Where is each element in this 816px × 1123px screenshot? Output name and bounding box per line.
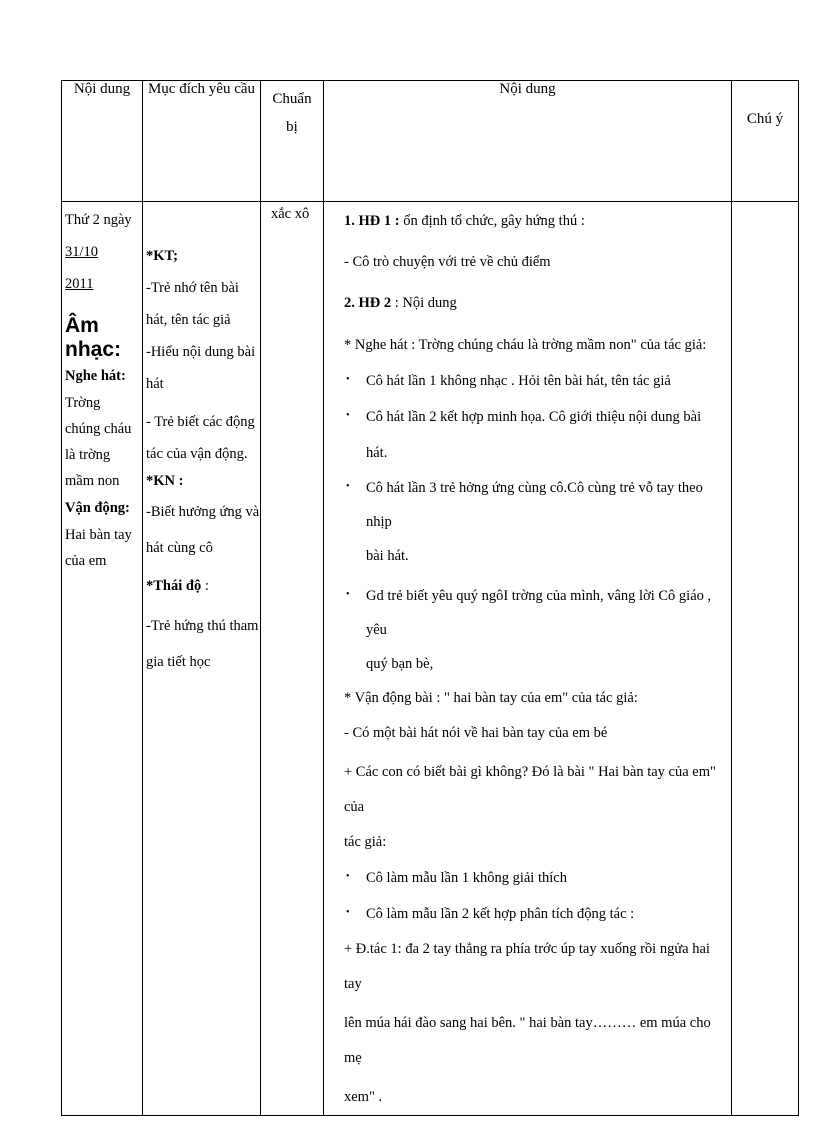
activity-1-label: 1. HĐ 1 : [344, 213, 400, 229]
listening-step-4-line-1: Gd trẻ biết yêu quý ngôI trờng của mình, vâng lời Cô giáo , yêu [366, 588, 712, 638]
objectives-cell [143, 202, 261, 1116]
listening-step-3-line-2: bài hát. [366, 548, 409, 564]
header-preparation [261, 81, 324, 202]
date-line-1: 31/10 [65, 244, 99, 260]
attitude-heading [146, 570, 260, 602]
activity-1-line [344, 204, 725, 239]
header-preparation-line1: Chuẩn [272, 91, 312, 107]
preparation-cell: xắc xô [261, 202, 324, 1116]
knowledge-heading: *KT; [146, 248, 178, 264]
movement-detail-2-line-2: tác giả: [344, 834, 387, 850]
movement-detail-2-line-1: + Các con có biết bài gì không? Đó là bài " Hai bàn tay của em" của [344, 764, 716, 815]
header-objectives: Mục đích yêu cầu [143, 81, 261, 202]
activity-2-line [344, 286, 725, 321]
movement-title-line-1: Hai bàn tay [65, 527, 132, 543]
objective-line-5: - Trẻ biết các động [146, 414, 255, 430]
song-title-line-1: Trờng [65, 395, 101, 411]
movement-detail-1: - Có một bài hát nói về hai bàn tay của em bé [344, 725, 608, 741]
movement-title-line-2: của em [65, 553, 107, 569]
movement-heading: Vận động: [65, 500, 130, 516]
activity-1-text: ổn định tổ chức, gây hứng thú : [399, 213, 585, 229]
listening-heading: Nghe hát: [65, 368, 126, 384]
objective-line-4: hát [146, 376, 164, 392]
song-title-line-3: là trờng [65, 447, 111, 463]
header-activities: Nội dung [324, 81, 732, 202]
header-preparation-line2: bị [286, 119, 298, 135]
day-line: Thứ 2 ngày [65, 212, 132, 228]
movement-step-2: • Cô làm mẫu lần 2 kết hợp phân tích động tác : [344, 896, 725, 932]
header-notes: Chú ý [732, 81, 799, 202]
activities-cell [324, 202, 732, 1116]
table-header-row [62, 81, 799, 202]
movement-detail-3-line-3: xem" . [344, 1089, 383, 1105]
attitude-heading-label: *Thái độ [146, 578, 202, 594]
objective-line-10: gia tiết học [146, 654, 211, 670]
movement-detail-3-line-2: lên múa hái đào sang hai bên. " hai bàn tay……… em múa cho mẹ [344, 1015, 711, 1066]
activity-1-detail: - Cô trò chuyện với trẻ về chủ điểm [344, 254, 551, 270]
listening-intro: * Nghe hát : Trờng chúng cháu là trờng mầm non" của tác giả: [344, 337, 707, 353]
listening-step-3 [344, 471, 725, 573]
subject-line-1: Âm [65, 314, 99, 337]
listening-step-3-line-1: Cô hát lần 3 trẻ hởng ứng cùng cô.Cô cùng trẻ vỗ tay theo nhịp [366, 480, 703, 530]
subject-line-2: nhạc: [65, 338, 122, 361]
listening-step-2: • Cô hát lần 2 kết hợp minh họa. Cô giới thiệu nội dung bài hát. [344, 399, 725, 471]
objective-line-3: -Hiểu nội dung bài [146, 344, 256, 360]
movement-intro: * Vận động bài : " hai bàn tay của em" của tác giả: [344, 690, 638, 706]
content-cell [62, 202, 143, 1116]
listening-step-4 [344, 579, 725, 681]
notes-cell [732, 202, 799, 1116]
table-body-row [62, 202, 799, 1116]
objective-line-7: -Biết hưởng ứng và [146, 504, 260, 520]
objective-line-1: -Trẻ nhớ tên bài [146, 280, 239, 296]
movement-detail-3-line-1: + Đ.tác 1: đa 2 tay thẳng ra phía trớc úp tay xuống rồi ngửa hai tay [344, 941, 710, 992]
attitude-heading-colon: : [201, 578, 209, 594]
listening-step-4-line-2: quý bạn bè, [366, 656, 434, 672]
song-title-line-4: mầm non [65, 473, 120, 489]
date-line-2: 2011 [65, 276, 94, 292]
song-title-line-2: chúng cháu [65, 421, 132, 437]
header-content: Nội dung [62, 81, 143, 202]
skills-heading: *KN : [146, 473, 184, 489]
activity-2-label: 2. HĐ 2 [344, 295, 392, 311]
objective-line-2: hát, tên tác giả [146, 312, 231, 328]
objective-line-8: hát cùng cô [146, 540, 213, 556]
objective-line-6: tác của vận động. [146, 446, 248, 462]
listening-step-1: • Cô hát lần 1 không nhạc . Hỏi tên bài hát, tên tác giả [344, 363, 725, 399]
movement-step-1: • Cô làm mẫu lần 1 không giải thích [344, 860, 725, 896]
objective-line-9: -Trẻ hứng thú tham [146, 618, 259, 634]
activity-2-text: : Nội dung [391, 295, 457, 311]
lesson-plan-table [61, 80, 799, 1116]
